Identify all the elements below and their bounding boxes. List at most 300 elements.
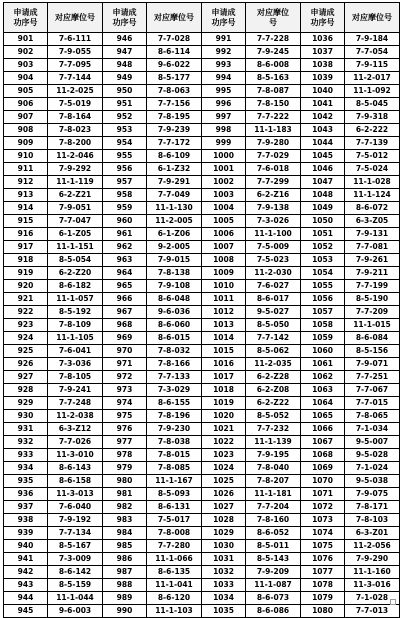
parking-code-cell: 11-1-183 (246, 124, 301, 137)
table-row (4, 332, 400, 345)
serial-number-cell: 1040 (301, 85, 345, 98)
parking-code-cell: 11-3-013 (48, 488, 103, 501)
parking-code-cell: 11-1-151 (48, 241, 103, 254)
serial-number-cell: 1072 (301, 501, 345, 514)
parking-code-cell: 7-3-029 (147, 384, 202, 397)
parking-code-cell: 7-8-105 (48, 371, 103, 384)
parking-code-cell: 7-9-239 (147, 124, 202, 137)
serial-number-cell: 1079 (301, 592, 345, 605)
table-row (4, 475, 400, 488)
serial-number-cell: 1013 (202, 319, 246, 332)
serial-number-cell: 991 (202, 33, 246, 46)
serial-number-cell: 946 (103, 33, 147, 46)
parking-code-cell: 11-1-160 (345, 566, 400, 579)
parking-code-cell: 7-9-292 (48, 163, 103, 176)
serial-number-cell: 1054 (301, 267, 345, 280)
parking-code-cell: 9-2-005 (147, 241, 202, 254)
parking-code-cell: 7-1-024 (345, 462, 400, 475)
serial-number-cell: 1003 (202, 189, 246, 202)
serial-number-cell: 1005 (202, 215, 246, 228)
serial-number-cell: 966 (103, 293, 147, 306)
table-row (4, 72, 400, 85)
serial-number-cell: 1074 (301, 527, 345, 540)
serial-number-cell: 983 (103, 514, 147, 527)
parking-code-cell: 7-7-067 (345, 384, 400, 397)
parking-code-cell: 6-3-Z01 (345, 527, 400, 540)
serial-number-cell: 947 (103, 46, 147, 59)
parking-code-cell: 7-7-133 (147, 371, 202, 384)
parking-code-cell: 11-2-038 (48, 410, 103, 423)
serial-number-cell: 924 (4, 332, 48, 345)
parking-code-cell: 9-5-007 (345, 436, 400, 449)
parking-code-cell: 11-2-017 (345, 72, 400, 85)
parking-code-cell: 7-9-195 (246, 449, 301, 462)
serial-number-cell: 1068 (301, 449, 345, 462)
serial-number-cell: 965 (103, 280, 147, 293)
serial-number-cell: 926 (4, 358, 48, 371)
serial-number-cell: 949 (103, 72, 147, 85)
parking-code-cell: 7-8-085 (147, 462, 202, 475)
serial-number-cell: 1046 (301, 163, 345, 176)
parking-code-cell: 7-8-196 (147, 410, 202, 423)
serial-number-cell: 1061 (301, 358, 345, 371)
serial-number-cell: 932 (4, 436, 48, 449)
serial-number-cell: 1022 (202, 436, 246, 449)
parking-code-cell: 7-7-054 (345, 46, 400, 59)
parking-code-cell: 7-8-166 (147, 358, 202, 371)
serial-number-cell: 1047 (301, 176, 345, 189)
parking-code-cell: 7-8-065 (345, 410, 400, 423)
parking-code-cell: 7-7-172 (147, 137, 202, 150)
parking-code-cell: 7-8-087 (246, 85, 301, 98)
serial-number-cell: 954 (103, 137, 147, 150)
parking-code-cell: 7-7-156 (147, 98, 202, 111)
serial-number-cell: 993 (202, 59, 246, 72)
serial-number-cell: 931 (4, 423, 48, 436)
serial-number-cell: 995 (202, 85, 246, 98)
serial-number-cell: 1076 (301, 553, 345, 566)
parking-code-cell: 7-7-013 (345, 605, 400, 618)
serial-number-cell: 979 (103, 462, 147, 475)
table-row (4, 605, 400, 618)
parking-code-cell: 11-1-105 (48, 332, 103, 345)
parking-code-cell: 11-1-092 (345, 85, 400, 98)
parking-code-cell: 8-5-052 (246, 410, 301, 423)
parking-code-cell: 7-7-134 (48, 527, 103, 540)
serial-number-cell: 1048 (301, 189, 345, 202)
serial-number-cell: 908 (4, 124, 48, 137)
table-body (4, 33, 400, 618)
parking-code-cell: 7-9-184 (345, 33, 400, 46)
parking-code-cell: 8-5-011 (246, 540, 301, 553)
parking-code-cell: 7-8-023 (48, 124, 103, 137)
parking-code-cell: 11-1-015 (345, 319, 400, 332)
table-row (4, 124, 400, 137)
parking-code-cell: 8-5-093 (147, 488, 202, 501)
parking-code-cell: 6-1-Z05 (48, 228, 103, 241)
parking-code-cell: 7-8-008 (147, 527, 202, 540)
serial-number-cell: 909 (4, 137, 48, 150)
parking-code-cell: 7-7-047 (48, 215, 103, 228)
parking-code-cell: 7-8-138 (147, 267, 202, 280)
serial-number-cell: 1057 (301, 306, 345, 319)
parking-code-cell: 7-9-015 (147, 254, 202, 267)
parking-code-cell: 7-6-027 (246, 280, 301, 293)
header-label-line1: 对应摩位号 (352, 12, 392, 22)
parking-code-cell: 7-6-111 (48, 33, 103, 46)
header-label-line2: 功序号 (310, 17, 335, 27)
serial-number-cell: 1036 (301, 33, 345, 46)
parking-code-cell: 7-8-200 (48, 137, 103, 150)
parking-code-cell: 7-8-171 (345, 501, 400, 514)
parking-code-cell: 11-1-139 (246, 436, 301, 449)
parking-code-cell: 8-5-159 (48, 579, 103, 592)
serial-number-cell: 1056 (301, 293, 345, 306)
serial-number-cell: 930 (4, 410, 48, 423)
serial-number-cell: 976 (103, 423, 147, 436)
parking-code-cell: 8-5-045 (345, 98, 400, 111)
serial-number-cell: 915 (4, 215, 48, 228)
serial-number-cell: 917 (4, 241, 48, 254)
parking-code-cell: 7-1-034 (345, 423, 400, 436)
header-label-line1: 申请成 (112, 7, 137, 17)
serial-number-cell: 904 (4, 72, 48, 85)
parking-code-cell: 11-2-056 (345, 540, 400, 553)
parking-code-cell: 7-7-280 (147, 540, 202, 553)
table-row (4, 293, 400, 306)
parking-code-cell: 8-5-167 (48, 540, 103, 553)
table-row (4, 228, 400, 241)
serial-number-cell: 1016 (202, 358, 246, 371)
table-row (4, 137, 400, 150)
table-row (4, 33, 400, 46)
serial-number-cell: 971 (103, 358, 147, 371)
serial-number-cell: 1023 (202, 449, 246, 462)
parking-code-cell: 11-1-181 (246, 488, 301, 501)
parking-code-cell: 9-6-036 (147, 306, 202, 319)
serial-number-cell: 1065 (301, 410, 345, 423)
serial-number-cell: 953 (103, 124, 147, 137)
serial-number-cell: 901 (4, 33, 48, 46)
parking-code-cell: 8-5-156 (345, 345, 400, 358)
parking-code-cell: 7-8-164 (48, 111, 103, 124)
parking-code-cell: 7-8-160 (246, 514, 301, 527)
serial-number-cell: 940 (4, 540, 48, 553)
serial-number-cell: 996 (202, 98, 246, 111)
serial-number-cell: 1035 (202, 605, 246, 618)
serial-number-cell: 905 (4, 85, 48, 98)
parking-code-cell: 8-6-060 (147, 319, 202, 332)
parking-allocation-table (3, 2, 400, 618)
parking-code-cell: 11-1-130 (147, 202, 202, 215)
parking-code-cell: 11-2-035 (246, 358, 301, 371)
header-serial-number (202, 3, 246, 33)
serial-number-cell: 920 (4, 280, 48, 293)
parking-code-cell: 7-7-081 (345, 241, 400, 254)
serial-number-cell: 1031 (202, 553, 246, 566)
parking-code-cell: 7-5-019 (48, 98, 103, 111)
serial-number-cell: 1063 (301, 384, 345, 397)
serial-number-cell: 1062 (301, 371, 345, 384)
parking-code-cell: 7-5-024 (345, 163, 400, 176)
parking-code-cell: 8-6-017 (246, 293, 301, 306)
table-row (4, 189, 400, 202)
parking-code-cell: 7-8-109 (48, 319, 103, 332)
parking-code-cell: 7-7-026 (48, 436, 103, 449)
parking-code-cell: 11-1-066 (147, 553, 202, 566)
parking-code-cell: 8-6-120 (147, 592, 202, 605)
serial-number-cell: 1053 (301, 254, 345, 267)
parking-code-cell: 7-5-023 (246, 254, 301, 267)
parking-code-cell: 7-9-192 (48, 514, 103, 527)
serial-number-cell: 963 (103, 254, 147, 267)
parking-code-cell: 7-9-241 (48, 384, 103, 397)
parking-code-cell: 8-6-072 (345, 202, 400, 215)
serial-number-cell: 987 (103, 566, 147, 579)
parking-code-cell: 7-9-280 (246, 137, 301, 150)
serial-number-cell: 1075 (301, 540, 345, 553)
header-label-line1: 对应摩位号 (55, 12, 95, 22)
parking-code-cell: 6-3-Z12 (48, 423, 103, 436)
header-parking-code (147, 3, 202, 33)
header-label-line1: 对应摩位号 (154, 12, 194, 22)
serial-number-cell: 927 (4, 371, 48, 384)
serial-number-cell: 981 (103, 488, 147, 501)
header-label-line2: 号 (269, 17, 277, 27)
parking-code-cell: 8-6-131 (147, 501, 202, 514)
serial-number-cell: 988 (103, 579, 147, 592)
parking-code-cell: 7-9-211 (345, 267, 400, 280)
parking-code-cell: 7-7-232 (246, 423, 301, 436)
serial-number-cell: 962 (103, 241, 147, 254)
serial-number-cell: 1024 (202, 462, 246, 475)
serial-number-cell: 1033 (202, 579, 246, 592)
table-row (4, 150, 400, 163)
serial-number-cell: 951 (103, 98, 147, 111)
serial-number-cell: 923 (4, 319, 48, 332)
parking-code-cell: 8-6-142 (48, 566, 103, 579)
serial-number-cell: 1058 (301, 319, 345, 332)
serial-number-cell: 1034 (202, 592, 246, 605)
serial-number-cell: 1060 (301, 345, 345, 358)
parking-code-cell: 8-6-114 (147, 46, 202, 59)
serial-number-cell: 1051 (301, 228, 345, 241)
table-row (4, 462, 400, 475)
parking-code-cell: 7-6-041 (48, 345, 103, 358)
parking-code-cell: 8-6-015 (147, 332, 202, 345)
serial-number-cell: 975 (103, 410, 147, 423)
serial-number-cell: 1027 (202, 501, 246, 514)
table-row (4, 449, 400, 462)
serial-number-cell: 978 (103, 449, 147, 462)
parking-code-cell: 7-9-075 (345, 488, 400, 501)
serial-number-cell: 1077 (301, 566, 345, 579)
serial-number-cell: 972 (103, 371, 147, 384)
serial-number-cell: 944 (4, 592, 48, 605)
serial-number-cell: 1052 (301, 241, 345, 254)
parking-code-cell: 7-7-028 (147, 33, 202, 46)
serial-number-cell: 994 (202, 72, 246, 85)
serial-number-cell: 969 (103, 332, 147, 345)
table-row (4, 579, 400, 592)
parking-code-cell: 6-1-Z06 (147, 228, 202, 241)
serial-number-cell: 906 (4, 98, 48, 111)
parking-code-cell: 8-6-158 (48, 475, 103, 488)
serial-number-cell: 1049 (301, 202, 345, 215)
header-serial-number (301, 3, 345, 33)
serial-number-cell: 913 (4, 189, 48, 202)
parking-code-cell: 8-6-048 (147, 293, 202, 306)
parking-code-cell: 7-7-204 (246, 501, 301, 514)
serial-number-cell: 1020 (202, 410, 246, 423)
serial-number-cell: 929 (4, 397, 48, 410)
parking-code-cell: 7-8-150 (246, 98, 301, 111)
parking-code-cell: 7-5-017 (147, 514, 202, 527)
serial-number-cell: 1070 (301, 475, 345, 488)
parking-code-cell: 7-9-115 (345, 59, 400, 72)
parking-code-cell: 6-2-Z21 (48, 189, 103, 202)
parking-code-cell: 11-1-087 (246, 579, 301, 592)
table-row (4, 176, 400, 189)
header-parking-code (345, 3, 400, 33)
parking-code-cell: 6-3-Z05 (345, 215, 400, 228)
header-label-line1: 对应摩位 (257, 7, 289, 17)
serial-number-cell: 956 (103, 163, 147, 176)
parking-code-cell: 7-7-222 (246, 111, 301, 124)
parking-code-cell: 7-8-032 (147, 345, 202, 358)
serial-number-cell: 1044 (301, 137, 345, 150)
serial-number-cell: 943 (4, 579, 48, 592)
serial-number-cell: 1041 (301, 98, 345, 111)
serial-number-cell: 922 (4, 306, 48, 319)
parking-code-cell: 11-1-119 (48, 176, 103, 189)
serial-number-cell: 911 (4, 163, 48, 176)
parking-code-cell: 9-6-003 (48, 605, 103, 618)
parking-code-cell: 7-7-199 (345, 280, 400, 293)
parking-code-cell: 8-6-182 (48, 280, 103, 293)
serial-number-cell: 914 (4, 202, 48, 215)
serial-number-cell: 957 (103, 176, 147, 189)
parking-code-cell: 7-9-230 (147, 423, 202, 436)
parking-code-cell: 11-3-016 (345, 579, 400, 592)
serial-number-cell: 1064 (301, 397, 345, 410)
parking-code-cell: 8-6-084 (345, 332, 400, 345)
parking-code-cell: 9-5-027 (246, 306, 301, 319)
parking-code-cell: 7-8-015 (147, 449, 202, 462)
parking-code-cell: 7-9-245 (246, 46, 301, 59)
table-row (4, 345, 400, 358)
table-row (4, 163, 400, 176)
parking-code-cell: 6-2-Z28 (246, 371, 301, 384)
parking-code-cell: 7-9-318 (345, 111, 400, 124)
serial-number-cell: 1042 (301, 111, 345, 124)
table-row (4, 436, 400, 449)
serial-number-cell: 1069 (301, 462, 345, 475)
table-row (4, 358, 400, 371)
parking-code-cell: 7-8-207 (246, 475, 301, 488)
table-row (4, 371, 400, 384)
table-row (4, 280, 400, 293)
serial-number-cell: 1067 (301, 436, 345, 449)
serial-number-cell: 937 (4, 501, 48, 514)
serial-number-cell: 1025 (202, 475, 246, 488)
parking-code-cell: 8-6-109 (147, 150, 202, 163)
parking-code-cell: 8-5-177 (147, 72, 202, 85)
serial-number-cell: 1050 (301, 215, 345, 228)
parking-code-cell: 6-2-Z08 (246, 384, 301, 397)
parking-code-cell: 7-9-290 (345, 553, 400, 566)
parking-code-cell: 8-6-052 (246, 527, 301, 540)
parking-code-cell: 7-7-095 (48, 59, 103, 72)
serial-number-cell: 941 (4, 553, 48, 566)
parking-code-cell: 7-5-012 (345, 150, 400, 163)
parking-code-cell: 8-6-008 (246, 59, 301, 72)
header-label-line2: 功序号 (112, 17, 137, 27)
table-row (4, 85, 400, 98)
table-row (4, 488, 400, 501)
serial-number-cell: 1055 (301, 280, 345, 293)
parking-code-cell: 7-9-261 (345, 254, 400, 267)
serial-number-cell: 1010 (202, 280, 246, 293)
parking-code-cell: 7-8-038 (147, 436, 202, 449)
parking-code-cell: 7-7-209 (345, 306, 400, 319)
parking-code-cell: 8-6-155 (147, 397, 202, 410)
serial-number-cell: 970 (103, 345, 147, 358)
parking-code-cell: 7-7-251 (345, 371, 400, 384)
serial-number-cell: 1017 (202, 371, 246, 384)
parking-code-cell: 7-7-029 (246, 150, 301, 163)
serial-number-cell: 984 (103, 527, 147, 540)
parking-code-cell: 8-5-054 (48, 254, 103, 267)
serial-number-cell: 912 (4, 176, 48, 189)
serial-number-cell: 1026 (202, 488, 246, 501)
serial-number-cell: 1012 (202, 306, 246, 319)
table-row (4, 111, 400, 124)
serial-number-cell: 1008 (202, 254, 246, 267)
serial-number-cell: 936 (4, 488, 48, 501)
serial-number-cell: 1029 (202, 527, 246, 540)
parking-code-cell: 7-6-040 (48, 501, 103, 514)
header-label-line2: 功序号 (211, 17, 236, 27)
parking-code-cell: 8-5-192 (48, 306, 103, 319)
serial-number-cell: 933 (4, 449, 48, 462)
parking-code-cell: 11-3-010 (48, 449, 103, 462)
header-row (4, 3, 400, 33)
table-row (4, 514, 400, 527)
serial-number-cell: 955 (103, 150, 147, 163)
serial-number-cell: 985 (103, 540, 147, 553)
table-row (4, 527, 400, 540)
serial-number-cell: 948 (103, 59, 147, 72)
parking-code-cell: 7-9-209 (246, 566, 301, 579)
parking-code-cell: 7-9-051 (48, 202, 103, 215)
parking-code-cell: 7-9-055 (48, 46, 103, 59)
header-label-line1: 申请成 (211, 7, 236, 17)
table-row (4, 501, 400, 514)
header-parking-code (48, 3, 103, 33)
serial-number-cell: 1080 (301, 605, 345, 618)
table-row (4, 241, 400, 254)
table-row (4, 59, 400, 72)
parking-code-cell: 7-9-108 (147, 280, 202, 293)
serial-number-cell: 1071 (301, 488, 345, 501)
parking-code-cell: 7-7-299 (246, 176, 301, 189)
serial-number-cell: 990 (103, 605, 147, 618)
parking-code-cell: 11-1-028 (345, 176, 400, 189)
serial-number-cell: 959 (103, 202, 147, 215)
table-row (4, 592, 400, 605)
serial-number-cell: 982 (103, 501, 147, 514)
